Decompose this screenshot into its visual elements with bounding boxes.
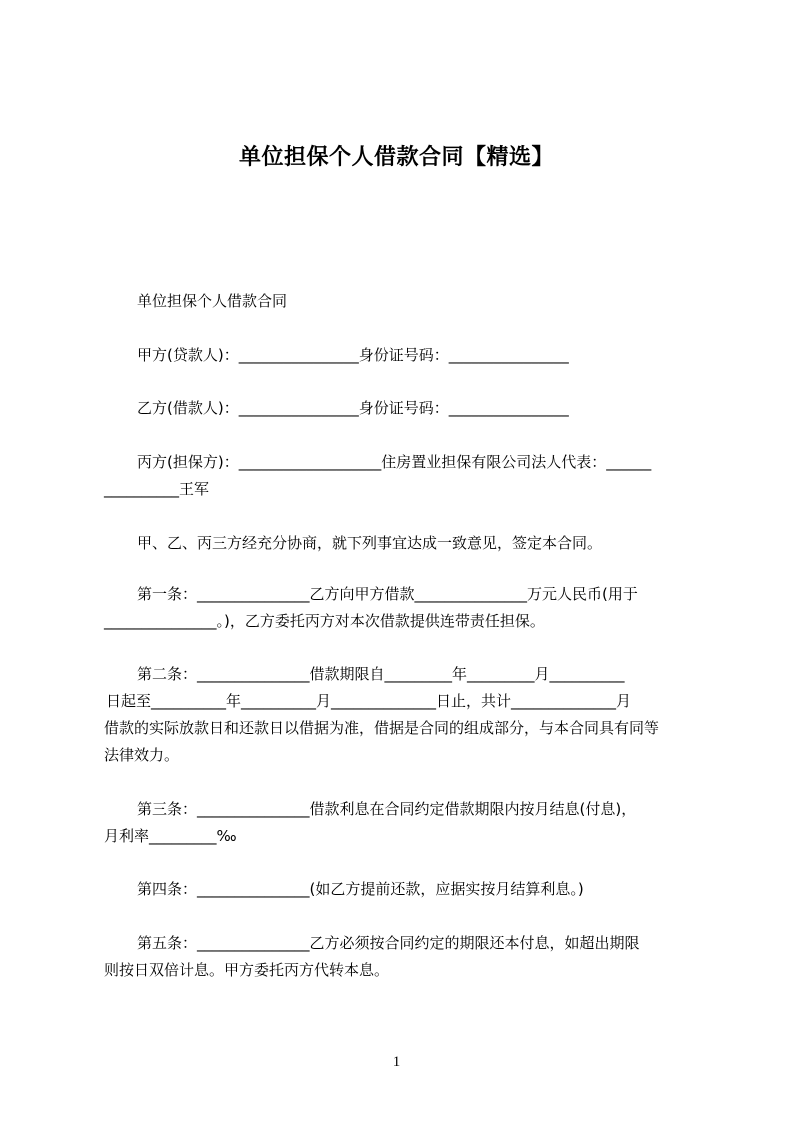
article-1-line-1: 第一条：_______________乙方向甲方借款_______________万元人民币(用于 [137,585,638,603]
party-b-line: 乙方(借款人)：________________身份证号码：________________ [137,399,569,417]
party-a-line: 甲方(贷款人)：________________身份证号码：________________ [137,346,569,364]
contract-heading: 单位担保个人借款合同 [137,292,288,310]
article-4-line-1: 第四条：_______________(如乙方提前还款，应据实按月结算利息。) [137,880,584,898]
article-2-line-1: 第二条：_______________借款期限自_________年_________月__________ [137,665,625,683]
article-5-line-1: 第五条：_______________乙方必须按合同约定的期限还本付息，如超出期限 [137,934,640,952]
intro-paragraph: 甲、乙、丙三方经充分协商，就下列事宜达成一致意见，签定本合同。 [137,534,603,552]
article-2-line-2: 日起至__________年__________月______________日止，共计______________月 [106,692,632,710]
article-1-line-2: _______________。)，乙方委托丙方对本次借款提供连带责任担保。 [104,612,545,630]
party-c-line-1: 丙方(担保方)：___________________住房置业担保有限公司法人代表：______ [137,453,652,471]
party-c-line-2: __________王军 [104,480,210,498]
article-3-line-2: 月利率_________‰ [104,827,237,845]
article-2-line-4: 法律效力。 [104,746,180,764]
article-3-line-1: 第三条：_______________借款利息在合同约定借款期限内按月结息(付息)， [137,800,637,818]
article-5-line-2: 则按日双倍计息。甲方委托丙方代转本息。 [104,961,390,979]
page-title: 单位担保个人借款合同【精选】 [238,145,554,170]
article-2-line-3: 借款的实际放款日和还款日以借据为准，借据是合同的组成部分，与本合同具有同等 [104,719,660,737]
page-number: 1 [392,1054,401,1070]
